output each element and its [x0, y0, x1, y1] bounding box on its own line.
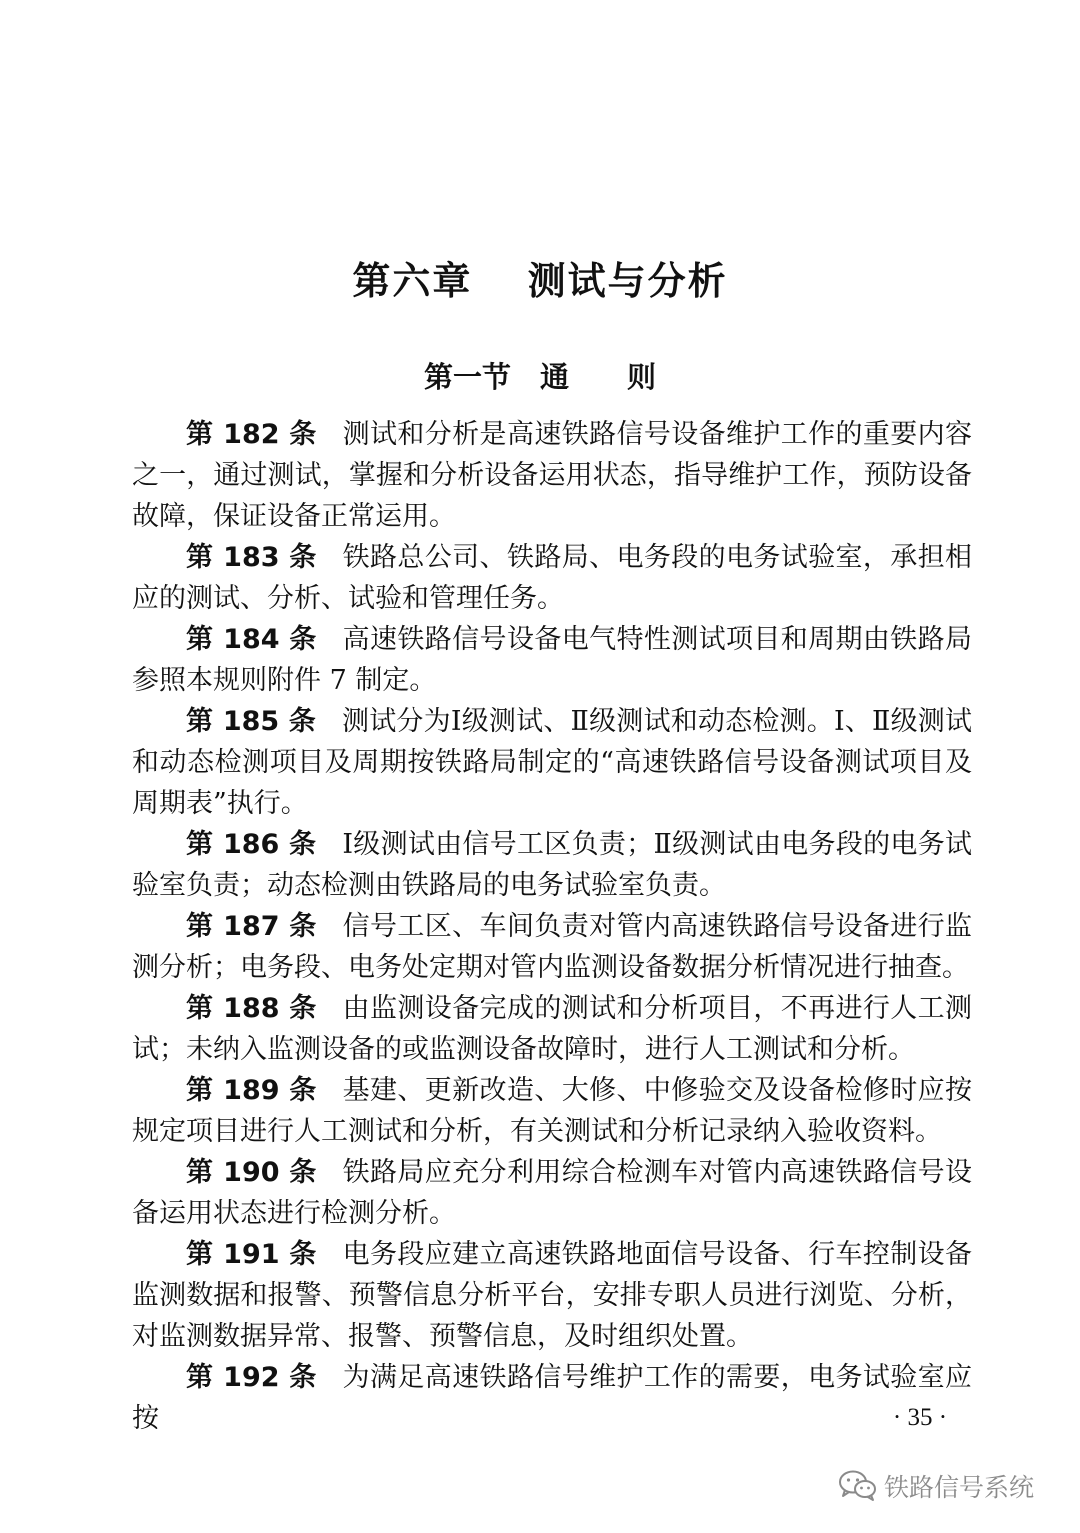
chapter-title: 第六章 测试与分析 — [352, 259, 728, 303]
watermark — [838, 1466, 1034, 1506]
article-190 — [132, 1152, 972, 1234]
article-184 — [132, 619, 972, 701]
article-number: 第 190 条 — [186, 1157, 317, 1188]
article-text: 由监测设备完成的测试和分析项目，不再进行人工测试；未纳入监测设备的或监测设备故障时，进行人工测试和分析。 — [132, 993, 972, 1065]
article-185 — [132, 701, 972, 824]
article-192 — [132, 1357, 972, 1439]
article-187 — [132, 906, 972, 988]
article-number: 第 192 条 — [186, 1362, 317, 1393]
section-title: 第一节 通 则 — [423, 360, 656, 394]
article-text: Ⅰ级测试由信号工区负责；Ⅱ级测试由电务段的电务试验室负责；动态检测由铁路局的电务试验室负责。 — [132, 829, 972, 901]
article-number: 第 184 条 — [186, 624, 317, 655]
article-number: 第 188 条 — [186, 993, 317, 1024]
article-text: 高速铁路信号设备电气特性测试项目和周期由铁路局参照本规则附件 7 制定。 — [132, 624, 972, 696]
article-189 — [132, 1070, 972, 1152]
article-number: 第 182 条 — [186, 419, 317, 450]
article-text: 信号工区、车间负责对管内高速铁路信号设备进行监测分析；电务段、电务处定期对管内监测设备数据分析情况进行抽查。 — [132, 911, 972, 983]
article-text: 电务段应建立高速铁路地面信号设备、行车控制设备监测数据和报警、预警信息分析平台，安排专职人员进行浏览、分析，对监测数据异常、报警、预警信息，及时组织处置。 — [132, 1239, 972, 1352]
article-list — [132, 414, 972, 1439]
article-text: 基建、更新改造、大修、中修验交及设备检修时应按规定项目进行人工测试和分析，有关测试和分析记录纳入验收资料。 — [132, 1075, 972, 1147]
article-number: 第 189 条 — [186, 1075, 317, 1106]
article-text: 为满足高速铁路信号维护工作的需要，电务试验室应按 — [132, 1362, 972, 1434]
article-number: 第 187 条 — [186, 911, 317, 942]
article-text: 测试和分析是高速铁路信号设备维护工作的重要内容之一，通过测试，掌握和分析设备运用状态，指导维护工作，预防设备故障，保证设备正常运用。 — [132, 419, 972, 532]
wechat-icon — [838, 1469, 878, 1503]
article-188 — [132, 988, 972, 1070]
article-182 — [132, 414, 972, 537]
article-number: 第 185 条 — [186, 706, 316, 737]
article-number: 第 186 条 — [186, 829, 317, 860]
article-text: 铁路局应充分利用综合检测车对管内高速铁路信号设备运用状态进行检测分析。 — [132, 1157, 972, 1229]
article-text: 铁路总公司、铁路局、电务段的电务试验室，承担相应的测试、分析、试验和管理任务。 — [132, 542, 972, 614]
article-text: 测试分为Ⅰ级测试、Ⅱ级测试和动态检测。Ⅰ、Ⅱ级测试和动态检测项目及周期按铁路局制定的“高速铁路信号设备测试项目及周期表”执行。 — [132, 706, 972, 819]
article-number: 第 183 条 — [186, 542, 317, 573]
article-183 — [132, 537, 972, 619]
watermark-text: 铁路信号系统 — [884, 1473, 1035, 1502]
article-191 — [132, 1234, 972, 1357]
article-186 — [132, 824, 972, 906]
article-number: 第 191 条 — [186, 1239, 317, 1270]
page-number: · 35 · — [892, 1404, 948, 1431]
